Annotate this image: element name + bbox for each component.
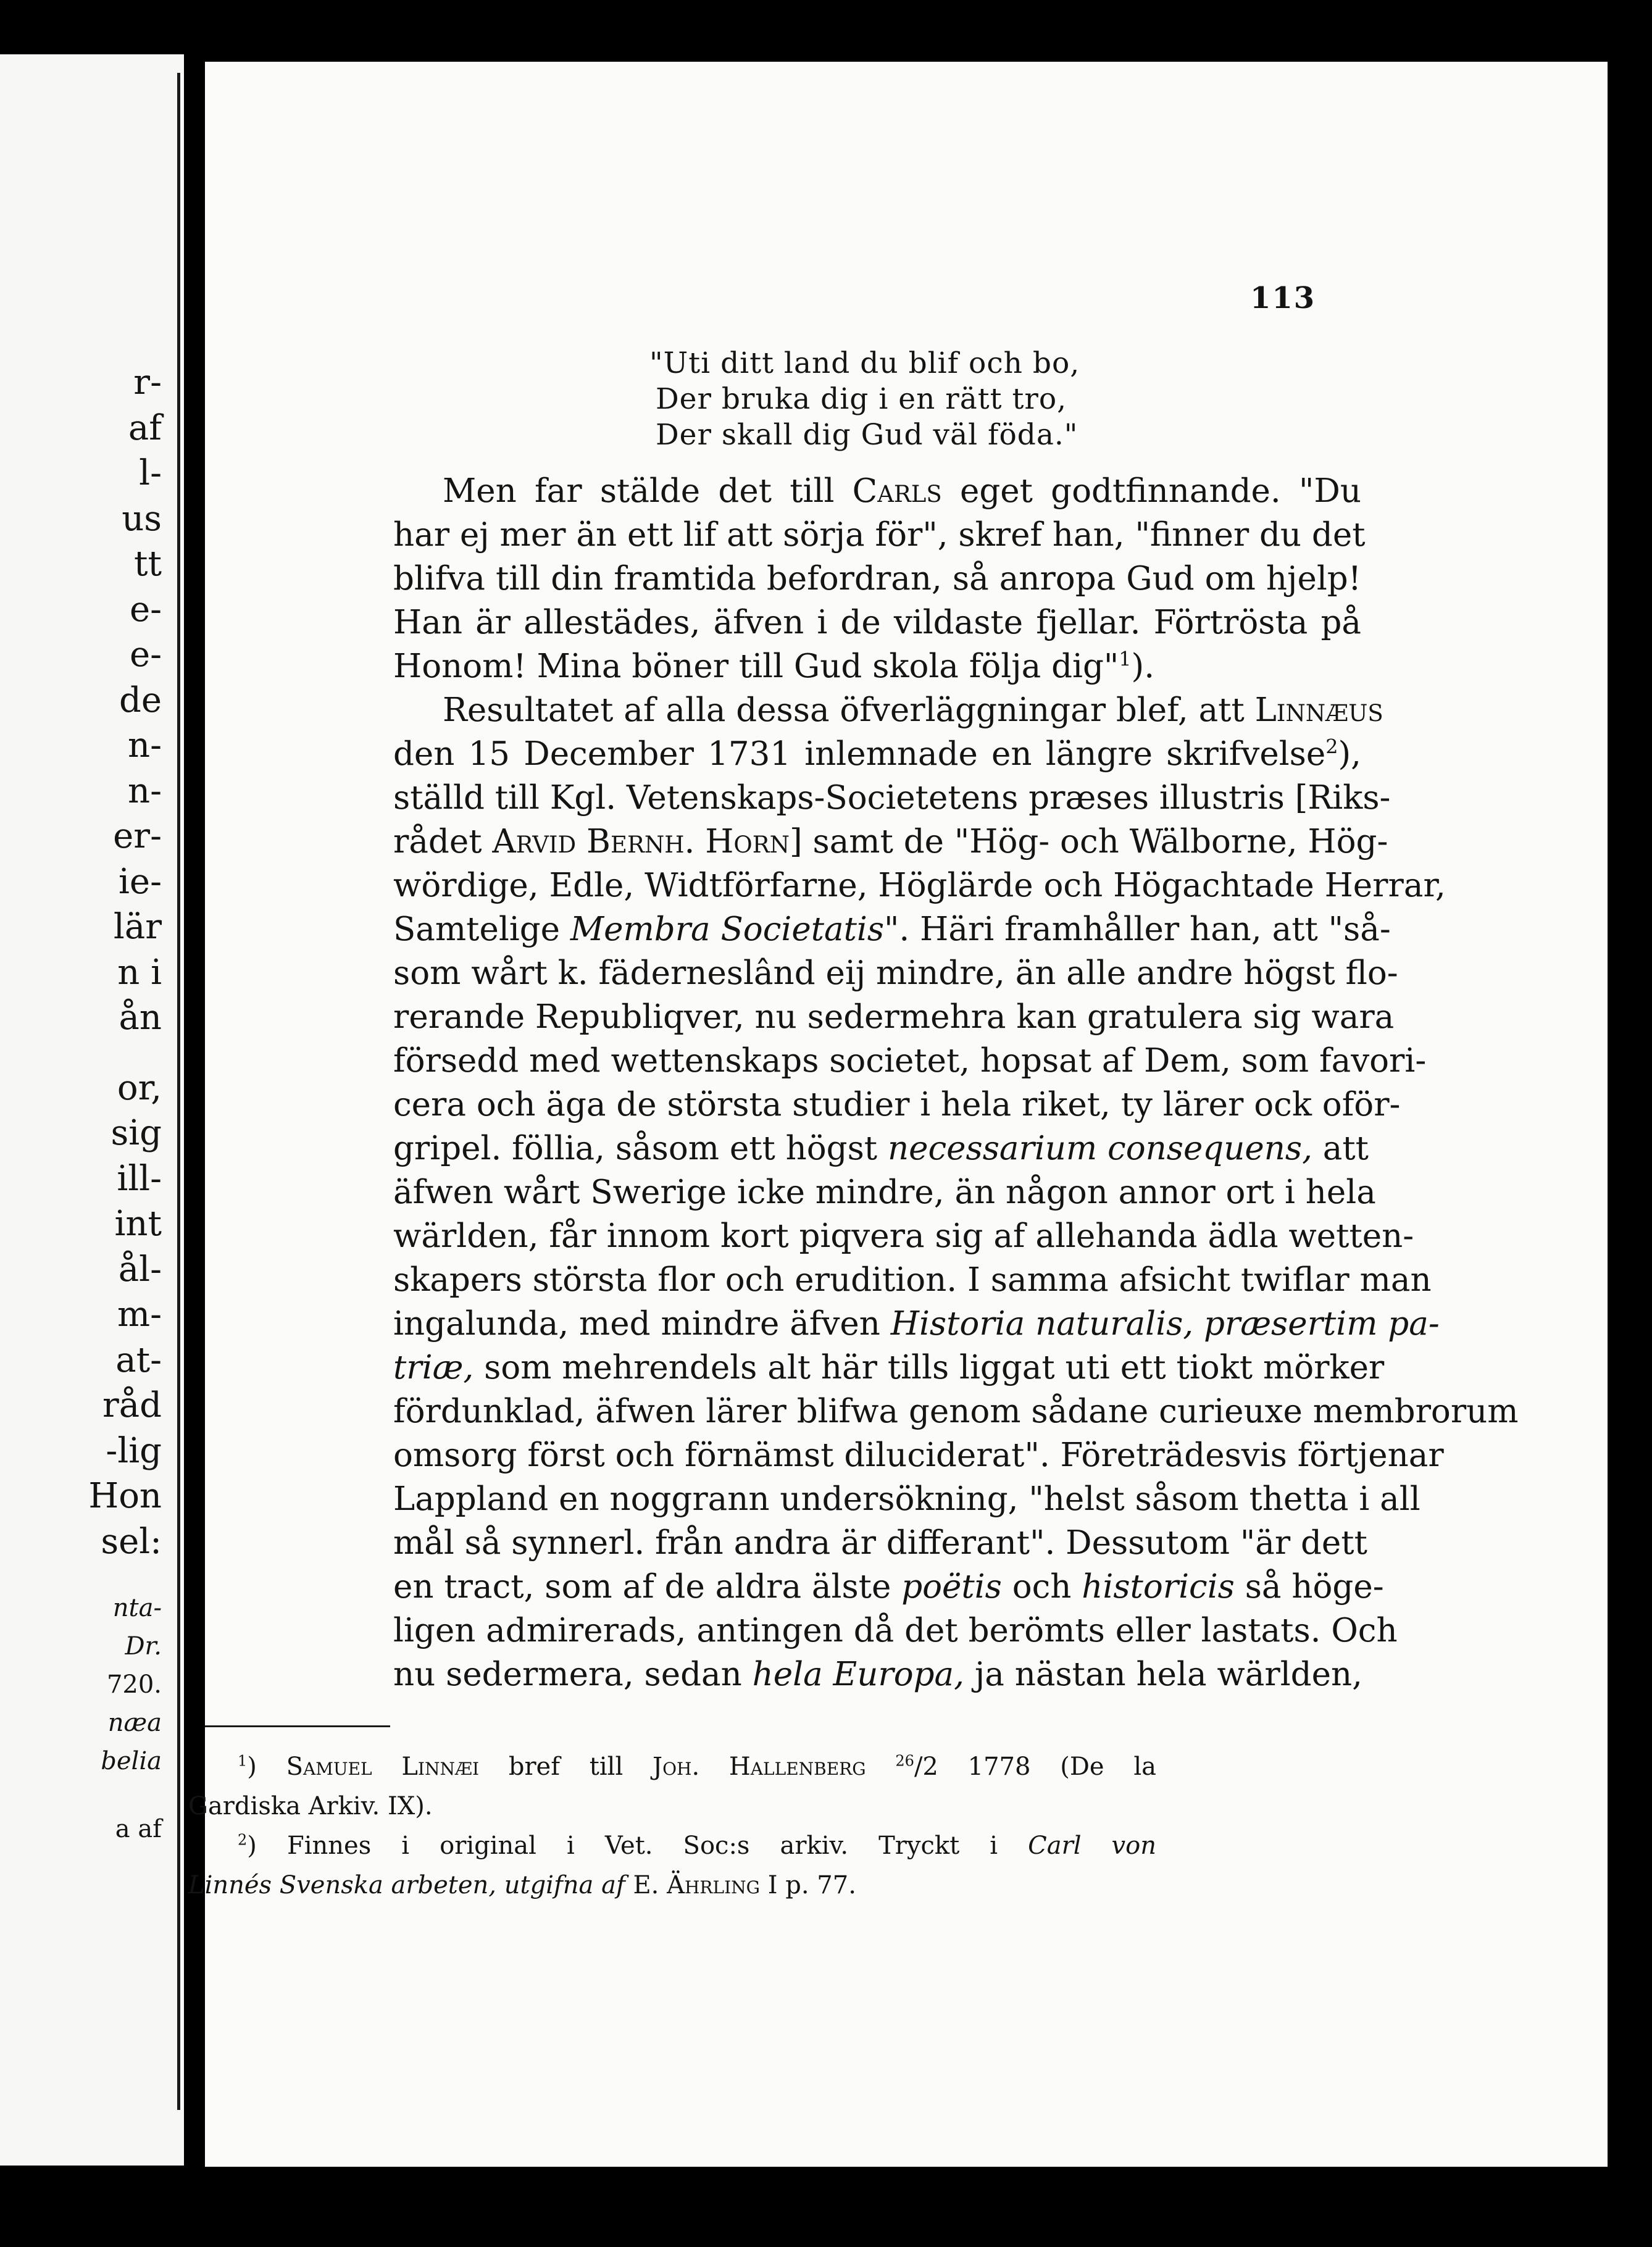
left-page-edge	[0, 54, 184, 2166]
fragment-line: l-	[139, 453, 162, 493]
text-line: som wårt k. fäderneslând eij mindre, än alle andre högst flo-	[393, 954, 1398, 992]
text-line: ställd till Kgl. Vetenskaps-Societetens præses illustris [Riks-	[393, 779, 1391, 817]
text-line: Lappland en noggrann undersökning, "helst såsom thetta i all	[393, 1480, 1420, 1518]
text-line: Samtelige Membra Societatis". Häri framhåller han, att "så-	[393, 911, 1391, 948]
fragment-line: ill-	[117, 1158, 162, 1199]
fragment-note: belia	[101, 1747, 162, 1775]
text-line: en tract, som af de aldra älste poëtis och historicis så höge-	[393, 1568, 1384, 1606]
text-line: ingalunda, med mindre äfven Historia naturalis, præsertim pa-	[393, 1305, 1440, 1343]
fragment-line: råd	[102, 1385, 162, 1425]
text-line: cera och äga de största studier i hela riket, ty lärer ock oför-	[393, 1086, 1401, 1124]
fragment-gap	[0, 1041, 162, 1065]
text-line: ligen admirerads, antingen då det berömts eller lastats. Och	[393, 1612, 1398, 1649]
footnote-line: Gardiska Arkiv. IX).	[188, 1792, 433, 1820]
text-line: fördunklad, äfwen lärer blifwa genom sådane curieuxe membrorum	[393, 1393, 1519, 1430]
fragment-line: n-	[128, 770, 162, 811]
footnote-line: $^2$) Finnes i original i Vet. Soc:s arkiv. Tryckt i Carl von	[238, 1831, 1157, 1860]
fragment-line: lär	[113, 907, 162, 947]
fragment-note: nta-	[112, 1594, 162, 1622]
fragment-line: tt	[133, 544, 162, 584]
fragment-line: e-	[129, 589, 162, 630]
text-line: Resultatet af alla dessa öfverläggningar blef, att Linnæus	[443, 691, 1383, 729]
fragment-line: r-	[133, 362, 162, 402]
gutter-shadow	[177, 73, 180, 2110]
fragment-line: sel:	[101, 1521, 162, 1562]
text-line: blifva till din framtida befordran, så anropa Gud om hjelp!	[393, 560, 1361, 598]
fragment-line: af	[128, 407, 162, 448]
poem-line: Der bruka dig i en rätt tro,	[656, 382, 1067, 416]
fragment-note: a af	[115, 1815, 162, 1843]
fragment-line: de	[119, 680, 162, 720]
text-line: Men far stälde det till Carls eget godtfinnande. "Du	[443, 472, 1361, 510]
fragment-note: næa	[107, 1709, 162, 1737]
text-line: mål så synnerl. från andra är differant". Dessutom "är dett	[393, 1524, 1367, 1562]
fragment-line: int	[114, 1204, 162, 1244]
poem-line: Der skall dig Gud väl föda."	[656, 418, 1078, 452]
left-page-fragments	[0, 360, 162, 1848]
fragment-line: us	[122, 498, 162, 539]
page-number: 113	[1250, 281, 1316, 315]
text-line: äfwen wårt Swerige icke mindre, än någon annor ort i hela	[393, 1174, 1376, 1211]
fragment-gap	[0, 1564, 162, 1589]
text-line: Han är allestädes, äfven i de vildaste fjellar. Förtrösta på	[393, 604, 1361, 641]
fragment-line: ån	[119, 998, 162, 1038]
fragment-note: 720.	[106, 1670, 162, 1699]
text-line: rådet Arvid Bernh. Horn] samt de "Hög- och Wälborne, Hög-	[393, 823, 1388, 861]
fragment-line: at-	[115, 1340, 162, 1380]
footnote-mark: 2	[238, 1831, 248, 1849]
text-line: nu sedermera, sedan hela Europa, ja nästan hela wärlden,	[393, 1656, 1362, 1693]
fragment-line: sig	[111, 1113, 162, 1153]
text-line: skapers största flor och erudition. I samma afsicht twiflar man	[393, 1261, 1432, 1299]
text-line: wärlden, får innom kort piqvera sig af allehanda ädla wetten-	[393, 1217, 1414, 1255]
text-line: den 15 December 1731 inlemnade en längre skrifvelse$^2$),	[393, 735, 1361, 773]
fragment-line: m-	[117, 1294, 162, 1335]
poem-line: "Uti ditt land du blif och bo,	[649, 346, 1080, 380]
text-line: wördige, Edle, Widtförfarne, Höglärde och Högachtade Herrar,	[393, 867, 1446, 904]
body-text	[393, 469, 1519, 1696]
footnote-divider	[205, 1725, 390, 1727]
text-line: Honom! Mina böner till Gud skola följa dig"$^1$).	[393, 648, 1155, 685]
fragment-line: -lig	[106, 1430, 162, 1471]
fragment-line: e-	[129, 635, 162, 675]
text-line: rerande Republiqver, nu sedermehra kan gratulera sig wara	[393, 998, 1395, 1036]
text-line: triæ, som mehrendels alt här tills liggat uti ett tiokt mörker	[393, 1349, 1385, 1386]
fragment-line: n-	[128, 725, 162, 765]
footnote-ref: 2	[1325, 735, 1338, 759]
footnotes	[188, 1747, 1156, 1905]
footnote-ref: 1	[1119, 648, 1132, 671]
fragment-line: ål-	[118, 1249, 162, 1290]
fragment-note: Dr.	[125, 1632, 162, 1661]
footnote-mark: 1	[238, 1752, 248, 1770]
footnote-line: $^1$) Samuel Linnæi bref till Joh. Hallenberg $^{26}$/2 1778 (De la	[238, 1752, 1156, 1781]
text-line: omsorg först och förnämst diluciderat". Företrädesvis förtjenar	[393, 1436, 1444, 1474]
footnote-line: Linnés Svenska arbeten, utgifna af E. Ährling I p. 77.	[188, 1871, 856, 1899]
fragment-line: n i	[117, 952, 162, 993]
fragment-line: or,	[117, 1067, 162, 1108]
text-line: har ej mer än ett lif att sörja för", skref han, "finner du det	[393, 516, 1366, 554]
text-line: försedd med wettenskaps societet, hopsat af Dem, som favori-	[393, 1042, 1427, 1080]
poem-quote	[649, 346, 1390, 453]
fragment-line: ie-	[119, 861, 162, 902]
text-line: gripel. föllia, såsom ett högst necessarium consequens, att	[393, 1130, 1369, 1167]
fragment-line: Hon	[88, 1476, 162, 1516]
fragment-line: er-	[113, 816, 162, 856]
